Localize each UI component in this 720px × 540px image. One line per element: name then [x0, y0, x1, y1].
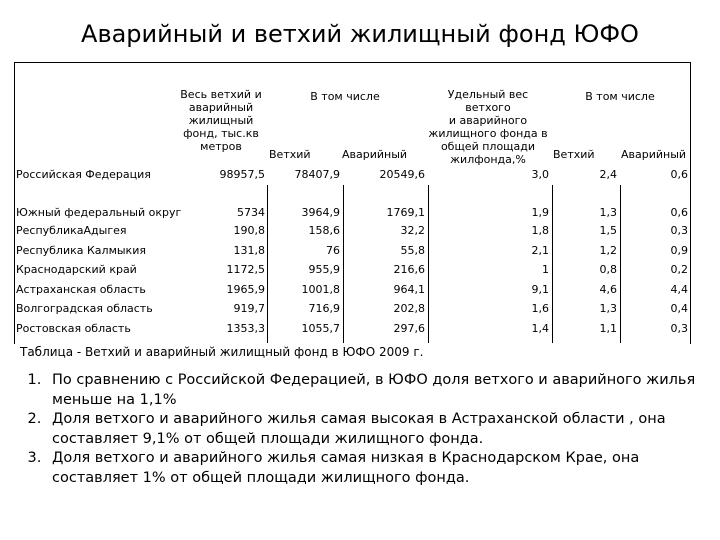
table-cell: 1769,1: [386, 206, 425, 219]
table-cell: 1,8: [531, 224, 549, 237]
table-cell: 76: [326, 244, 340, 257]
table-cell: 0,6: [670, 206, 688, 219]
conclusion-item: 3. Доля ветхого и аварийного жилья самая низкая в Краснодарском Крае, она составляет 1% от общей площади жилищного фонда.: [46, 449, 696, 488]
header-total-fund: Весь ветхий и аварийный жилищный фонд, тыс.кв метров: [180, 88, 262, 153]
conclusion-item: 2. Доля ветхого и аварийного жилья самая высокая в Астраханской области , она составляет 9,1% от общей площади жилищного фонда.: [46, 410, 696, 449]
table-cell: 1,9: [531, 206, 549, 219]
header-incl-2: В том числе: [585, 90, 655, 103]
table-caption: Таблица - Ветхий и аварийный жилищный фонд в ЮФО 2009 г.: [20, 345, 424, 359]
table-cell: 216,6: [393, 263, 425, 276]
table-cell: 55,8: [400, 244, 425, 257]
table-cell: 4,6: [599, 283, 617, 296]
row-label: РеспубликаАдыгея: [16, 224, 127, 237]
header-incl-1: В том числе: [310, 90, 380, 103]
table-cell: 158,6: [308, 224, 340, 237]
table-cell: 1: [542, 263, 549, 276]
row-label: Ростовская область: [16, 322, 131, 335]
table-cell: 9,1: [531, 283, 549, 296]
table-cell: 955,9: [308, 263, 340, 276]
row-label: Волгоградская область: [16, 302, 153, 315]
table-cell: 1,2: [599, 244, 617, 257]
conclusion-item: 1. По сравнению с Российской Федерацией, в ЮФО доля ветхого и аварийного жилья меньше на 1,1%: [46, 371, 696, 410]
header-share: Удельный вес ветхого и аварийного жилищного фонда в общей площади жилфонда,%: [428, 88, 548, 166]
row-label: Астраханская область: [16, 283, 146, 296]
table-cell: 1172,5: [226, 263, 265, 276]
table-cell: 297,6: [393, 322, 425, 335]
header-dilapidated-1: Ветхий: [269, 148, 311, 161]
conclusions-list: [20, 371, 696, 488]
table-cell: 131,8: [233, 244, 265, 257]
table-cell: 2,4: [599, 168, 617, 181]
table-cell: 190,8: [233, 224, 265, 237]
page-title: Аварийный и ветхий жилищный фонд ЮФО: [81, 20, 639, 48]
table-cell: 1353,3: [226, 322, 265, 335]
table-cell: 202,8: [393, 302, 425, 315]
table-cell: 0,4: [670, 302, 688, 315]
table-cell: 0,3: [670, 224, 688, 237]
table-cell: 5734: [237, 206, 265, 219]
table-cell: 1965,9: [226, 283, 265, 296]
header-emergency-2: Аварийный: [621, 148, 687, 161]
table-cell: 1,6: [531, 302, 549, 315]
table-cell: 4,4: [670, 283, 688, 296]
table-cell: 716,9: [308, 302, 340, 315]
table-cell: 1001,8: [301, 283, 340, 296]
table-cell: 1,3: [599, 206, 617, 219]
table-cell: 0,3: [670, 322, 688, 335]
table-cell: 0,6: [670, 168, 688, 181]
column-divider: [428, 185, 429, 343]
table-cell: 964,1: [393, 283, 425, 296]
table-cell: 32,2: [400, 224, 425, 237]
row-label: Южный федеральный округ: [16, 206, 182, 219]
table-cell: 1,4: [531, 322, 549, 335]
table-cell: 1055,7: [301, 322, 340, 335]
table-cell: 2,1: [531, 244, 549, 257]
row-label: Республика Калмыкия: [16, 244, 146, 257]
table-cell: 0,8: [599, 263, 617, 276]
table-cell: 1,5: [599, 224, 617, 237]
table-cell: 20549,6: [379, 168, 425, 181]
table-cell: 919,7: [233, 302, 265, 315]
table-cell: 78407,9: [294, 168, 340, 181]
table-cell: 98957,5: [219, 168, 265, 181]
table-cell: 0,9: [670, 244, 688, 257]
table-cell: 1,3: [599, 302, 617, 315]
row-label: Российская Федерация: [16, 168, 151, 181]
header-dilapidated-2: Ветхий: [553, 148, 595, 161]
row-label: Краснодарский край: [16, 263, 137, 276]
table-cell: 1,1: [599, 322, 617, 335]
header-emergency-1: Аварийный: [342, 148, 408, 161]
table-cell: 3,0: [531, 168, 549, 181]
table-cell: 0,2: [670, 263, 688, 276]
table-cell: 3964,9: [301, 206, 340, 219]
